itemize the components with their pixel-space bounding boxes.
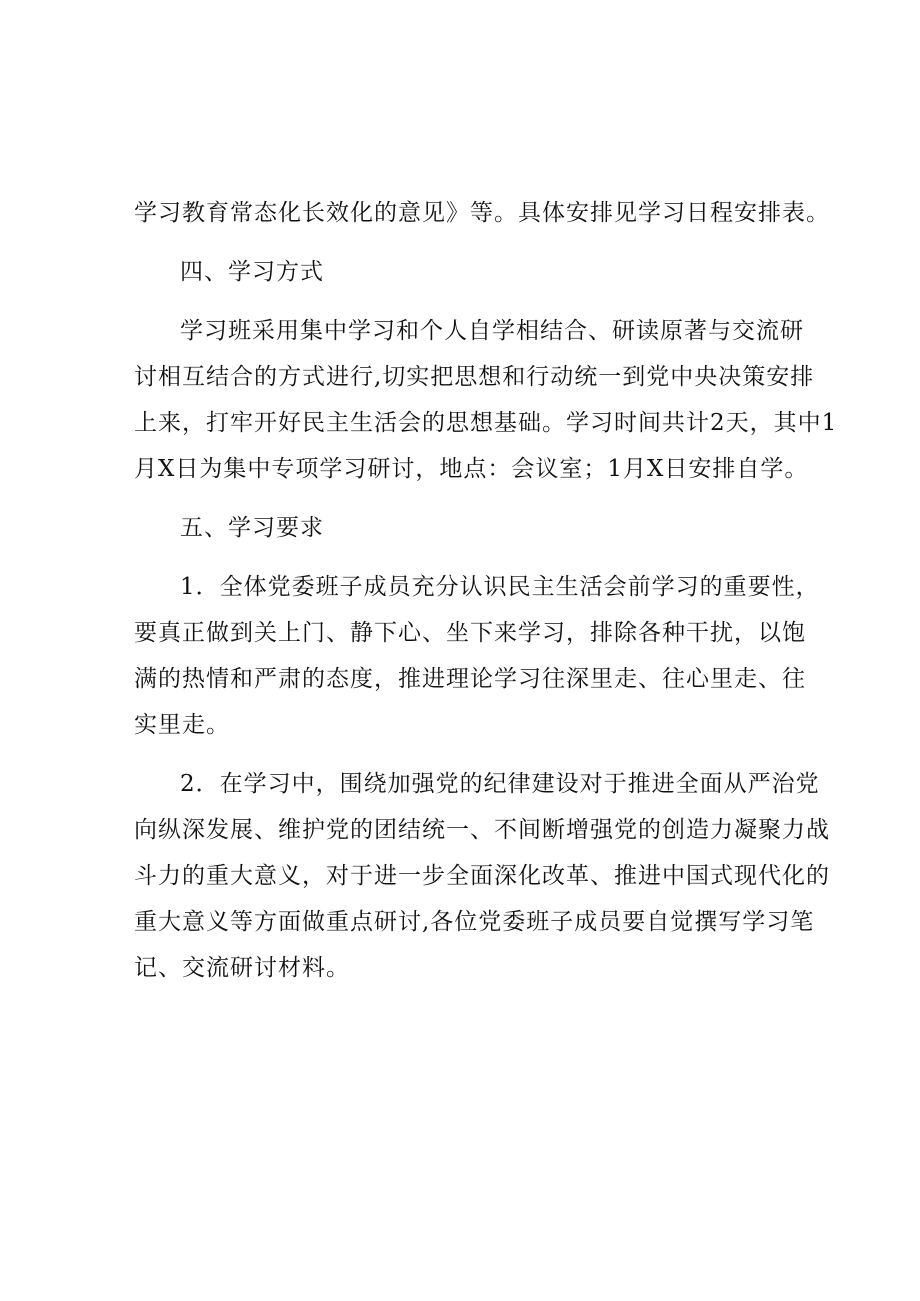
text-line: 学习教育常态化长效化的意见》等。具体安排见学习日程安排表。 [134,200,830,226]
section-heading: 五、学习要求 [180,515,324,541]
text-line: 1．全体党委班子成员充分认识民主生活会前学习的重要性， [180,574,820,600]
text-line: 重大意义等方面做重点研讨,各位党委班子成员要自觉撰写学习笔 [134,909,815,935]
text-line: 上来，打牢开好民主生活会的思想基础。学习时间共计2天，其中1 [134,410,838,436]
text-line: 要真正做到关上门、静下心、坐下来学习，排除各种干扰，以饱 [134,620,806,646]
text-line: 满的热情和严肃的态度，推进理论学习往深里走、往心里走、往 [134,666,806,692]
text-line: 讨相互结合的方式进行,切实把思想和行动统一到党中央决策安排 [134,364,815,390]
section-heading: 四、学习方式 [180,259,324,285]
text-line: 向纵深发展、维护党的团结统一、不间断增强党的创造力凝聚力战 [134,817,830,843]
text-line: 斗力的重大意义，对于进一步全面深化改革、推进中国式现代化的 [134,863,830,889]
document-body [134,190,838,991]
text-line: 学习班采用集中学习和个人自学相结合、研读原著与交流研 [180,318,804,344]
text-line: 实里走。 [134,712,230,738]
text-line: 记、交流研讨材料。 [134,955,350,981]
text-line: 2．在学习中，围绕加强党的纪律建设对于推进全面从严治党 [180,771,820,797]
text-line: 月X日为集中专项学习研讨，地点：会议室；1月X日安排自学。 [134,456,809,482]
